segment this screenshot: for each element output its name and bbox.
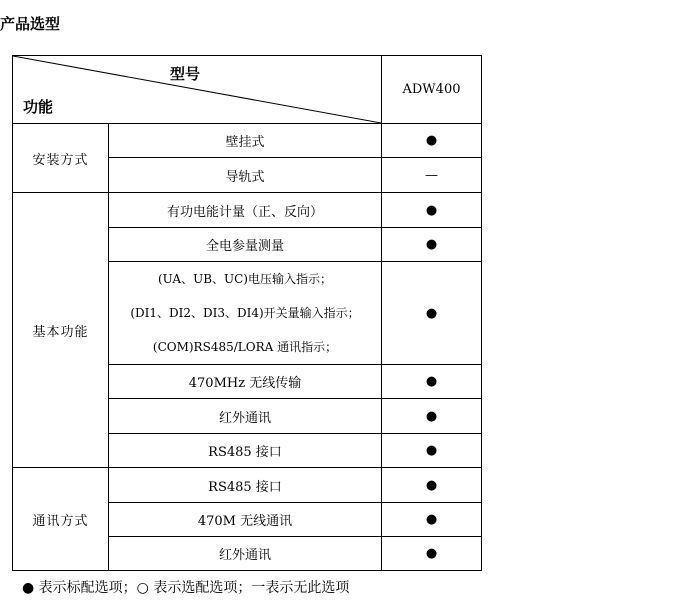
mark-cell: ● bbox=[382, 124, 482, 158]
page-title: 产品选型 bbox=[0, 15, 61, 33]
header-model-label: 型号 bbox=[170, 65, 201, 83]
feature-cell: 红外通讯 bbox=[109, 537, 382, 571]
mark-cell: ● bbox=[382, 537, 482, 571]
feature-cell: 470M 无线通讯 bbox=[109, 503, 382, 537]
feature-cell: 壁挂式 bbox=[109, 124, 382, 158]
mark-cell: ● bbox=[382, 262, 482, 365]
feature-cell: 导轨式 bbox=[109, 158, 382, 193]
product-selection-table bbox=[12, 55, 482, 571]
mark-cell: ● bbox=[382, 399, 482, 434]
group-install: 安装方式 bbox=[13, 124, 109, 193]
feature-line: (COM)RS485/LORA 通讯指示； bbox=[152, 340, 338, 354]
feature-line: (UA、UB、UC)电压输入指示； bbox=[157, 272, 332, 286]
mark-cell: ● bbox=[382, 365, 482, 399]
feature-cell: 全电参量测量 bbox=[109, 228, 382, 262]
group-basic: 基本功能 bbox=[13, 193, 109, 468]
feature-cell: 470MHz 无线传输 bbox=[109, 365, 382, 399]
mark-cell: — bbox=[382, 158, 482, 193]
mark-cell: ● bbox=[382, 503, 482, 537]
feature-cell-multiline bbox=[109, 262, 382, 365]
feature-line: (DI1、DI2、DI3、DI4)开关量输入指示； bbox=[130, 306, 360, 320]
group-communication: 通讯方式 bbox=[13, 468, 109, 571]
mark-cell: ● bbox=[382, 193, 482, 228]
mark-cell: ● bbox=[382, 228, 482, 262]
feature-cell: 有功电能计量（正、反向） bbox=[109, 193, 382, 228]
feature-cell: RS485 接口 bbox=[109, 468, 382, 503]
legend-note: ● 表示标配选项；○ 表示选配选项；一表示无此选项 bbox=[22, 580, 350, 596]
mark-cell: ● bbox=[382, 468, 482, 503]
feature-cell: 红外通讯 bbox=[109, 399, 382, 434]
header-function-label: 功能 bbox=[23, 98, 54, 116]
header-diagonal-cell bbox=[13, 56, 382, 124]
feature-cell: RS485 接口 bbox=[109, 434, 382, 468]
mark-cell: ● bbox=[382, 434, 482, 468]
header-model-name: ADW400 bbox=[382, 56, 482, 124]
